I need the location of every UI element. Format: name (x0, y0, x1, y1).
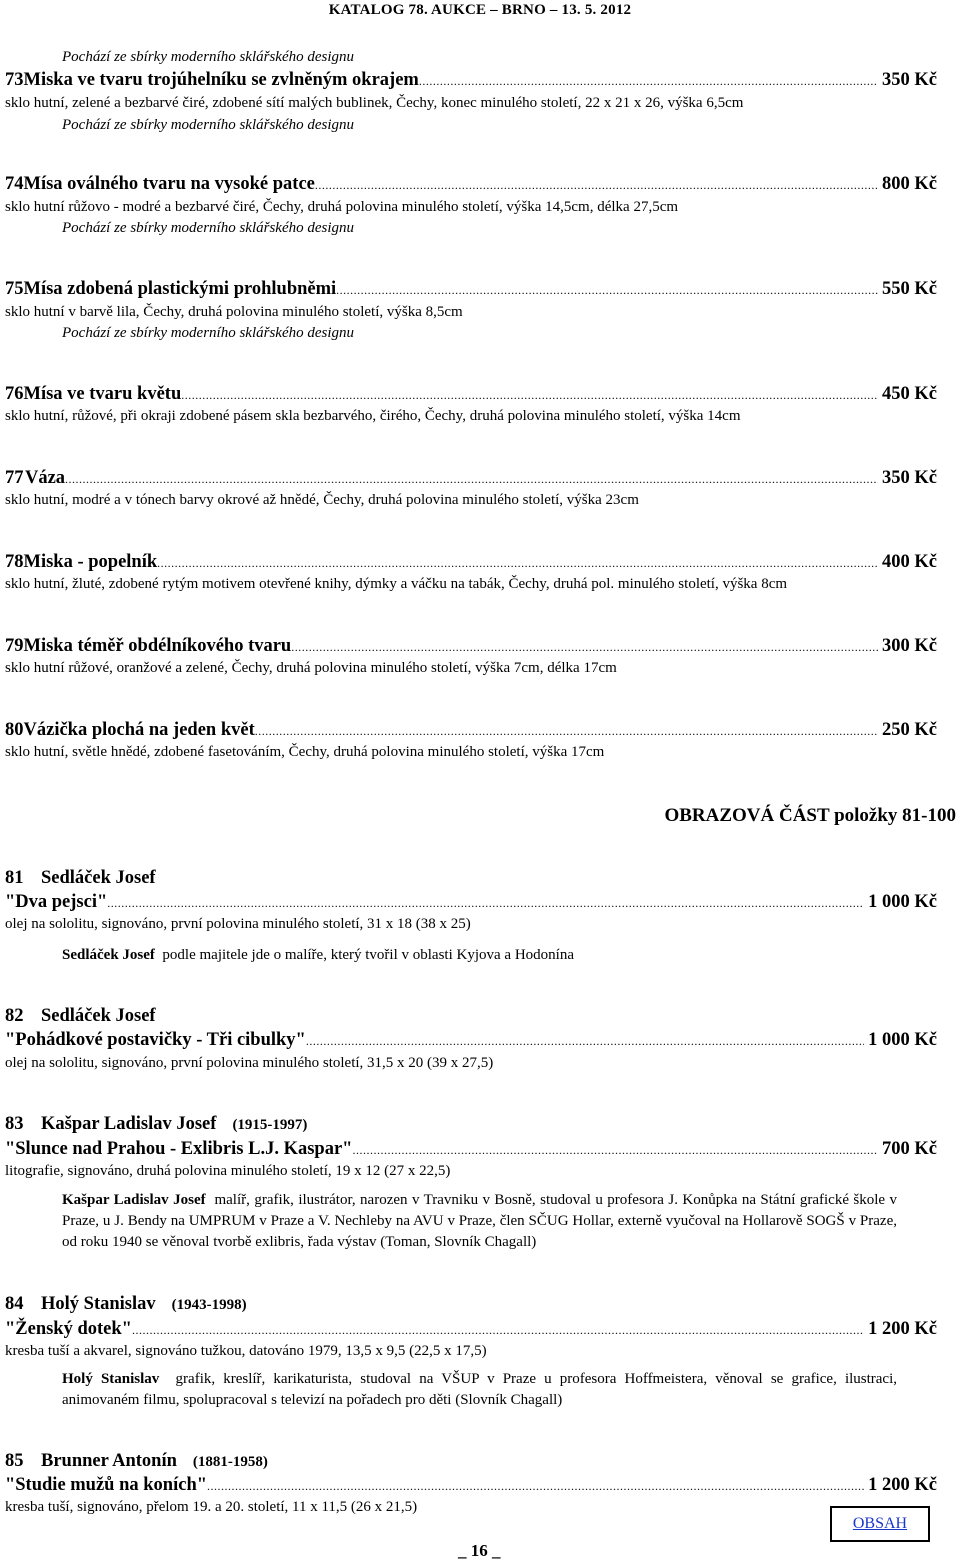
lot-79-heading (5, 636, 937, 657)
provenance-note: Pochází ze sbírky moderního sklářského designu (62, 49, 355, 65)
catalog-header: KATALOG 78. AUKCE – BRNO – 13. 5. 2012 (328, 2, 632, 18)
lot-81-author-line (5, 868, 937, 889)
lot-number: 81 (5, 868, 24, 888)
artist-years: (1881-1958) (192, 1454, 268, 1470)
lot-78-heading (5, 552, 937, 573)
provenance-note: Pochází ze sbírky moderního sklářského designu (62, 325, 355, 341)
lot-76-description: sklo hutní, růžové, při okraji zdobené pásem skla bezbarvého, čirého, Čechy, druhá polovina minulého století, výška 14cm (5, 408, 741, 424)
lot-84-heading (5, 1319, 937, 1340)
lot-77-description: sklo hutní, modré a v tónech barvy okrové až hnědé, Čechy, druhá polovina minulého století, výška 23cm (5, 492, 639, 508)
lot-77-heading (5, 468, 937, 489)
lot-85-heading (5, 1475, 937, 1496)
lot-price: 400 Kč (882, 552, 937, 572)
lot-price: 800 Kč (882, 174, 937, 194)
lot-author: Sedláček Josef (41, 868, 156, 888)
lot-82-heading (5, 1030, 937, 1051)
lot-number: 76 (5, 384, 24, 404)
leader-dots (306, 1034, 864, 1049)
lot-number: 78 (5, 552, 24, 572)
bio-text: grafik, kreslíř, karikaturista, studoval na VŠUP v Praze u profesora Hoffmeistera, věnoval se grafice, ilustraci, animovaném filmu, spolupracoval s televizí na pořadech pro děti (Slovník Chagall) (62, 1371, 898, 1408)
lot-title: "Slunce nad Prahou - Exlibris L.J. Kaspar" (5, 1139, 353, 1159)
lot-81-heading (5, 892, 937, 913)
bio-text: podle majitele jde o malíře, který tvořil v oblasti Kyjova a Hodonína (162, 947, 574, 963)
obsah-link[interactable]: OBSAH (830, 1506, 930, 1542)
bio-artist-name: Kašpar Ladislav Josef (62, 1192, 206, 1208)
leader-dots (419, 74, 878, 89)
page-number: _ 16 _ (458, 1541, 501, 1560)
lot-title: Miska ve tvaru trojúhelníku se zvlněným okrajem (23, 70, 419, 90)
lot-title: "Pohádkové postavičky - Tři cibulky" (5, 1030, 306, 1050)
lot-84-description: kresba tuší a akvarel, signováno tužkou, datováno 1979, 13,5 x 9,5 (22,5 x 17,5) (5, 1343, 487, 1359)
lot-number: 75 (5, 279, 24, 299)
lot-price: 1 000 Kč (868, 1030, 937, 1050)
lot-price: 350 Kč (882, 70, 937, 90)
lot-number: 79 (5, 636, 24, 656)
section-title: OBRAZOVÁ ČÁST položky 81-100 (664, 805, 956, 826)
bio-text: malíř, grafik, ilustrátor, narozen v Travniku v Bosně, studoval u profesora J. Konůpka na Státní grafické škole v Praze, u J. Bendy na UMPRUM v Praze a V. Nechleby na AVU v Praze, člen SČUG Hollar, externě vyučoval na Hollarově SOGŠ v Praze, od roku 1940 se věnoval tvorbě exlibris, řada výstav (Toman, Slovník Chagall) (62, 1192, 897, 1250)
lot-75-heading (5, 279, 937, 300)
lot-74-description: sklo hutní růžovo - modré a bezbarvé čiré, Čechy, druhá polovina minulého století, výška 14,5cm, délka 27,5cm (5, 199, 679, 215)
lot-price: 350 Kč (882, 468, 937, 488)
lot-number: 85 (5, 1451, 24, 1471)
lot-author: Kašpar Ladislav Josef (41, 1114, 217, 1134)
lot-author: Sedláček Josef (41, 1006, 156, 1026)
lot-84-artist-bio (62, 1369, 897, 1411)
lot-title: Mísa oválného tvaru na vysoké patce (23, 174, 315, 194)
lot-price: 700 Kč (882, 1139, 937, 1159)
leader-dots (107, 896, 864, 911)
leader-dots (157, 556, 878, 571)
bio-artist-name: Holý Stanislav (62, 1371, 160, 1387)
provenance-note: Pochází ze sbírky moderního sklářského designu (62, 220, 355, 236)
leader-dots (132, 1323, 864, 1338)
leader-dots (352, 1143, 878, 1158)
leader-dots (207, 1479, 864, 1494)
lot-73-heading (5, 70, 937, 91)
lot-78-description: sklo hutní, žluté, zdobené rytým motivem otevřené knihy, dýmky a váčku na tabák, Čechy, druhá pol. minulého století, výška 8cm (5, 576, 788, 592)
lot-title: "Dva pejsci" (5, 892, 108, 912)
lot-title: Miska - popelník (23, 552, 158, 572)
lot-title: Mísa zdobená plastickými prohlubněmi (23, 279, 337, 299)
lot-number: 74 (5, 174, 24, 194)
lot-85-author-line (5, 1451, 937, 1472)
lot-title: "Ženský dotek" (5, 1319, 132, 1339)
lot-title: Miska téměř obdélníkového tvaru (23, 636, 292, 656)
lot-83-author-line (5, 1114, 937, 1135)
lot-price: 1 000 Kč (868, 892, 937, 912)
lot-price: 250 Kč (882, 720, 937, 740)
lot-title: Vázička plochá na jeden květ (23, 720, 255, 740)
lot-73-description: sklo hutní, zelené a bezbarvé čiré, zdobené sítí malých bublinek, Čechy, konec minulého století, 22 x 21 x 26, výška 6,5cm (5, 95, 744, 111)
leader-dots (181, 388, 878, 403)
leader-dots (255, 724, 878, 739)
lot-83-heading (5, 1139, 937, 1160)
artist-years: (1943-1998) (171, 1297, 247, 1313)
lot-price: 1 200 Kč (868, 1319, 937, 1339)
lot-number: 77 (5, 468, 24, 488)
lot-title: Mísa ve tvaru květu (23, 384, 182, 404)
lot-79-description: sklo hutní růžové, oranžové a zelené, Čechy, druhá polovina minulého století, výška 7cm, délka 17cm (5, 660, 617, 676)
lot-80-description: sklo hutní, světle hnědé, zdobené fasetováním, Čechy, druhá polovina minulého století, výška 17cm (5, 744, 605, 760)
lot-83-artist-bio (62, 1190, 897, 1253)
lot-80-heading (5, 720, 937, 741)
lot-number: 73 (5, 70, 24, 90)
provenance-note: Pochází ze sbírky moderního sklářského designu (62, 117, 355, 133)
leader-dots (65, 472, 878, 487)
lot-price: 550 Kč (882, 279, 937, 299)
lot-75-description: sklo hutní v barvě lila, Čechy, druhá polovina minulého století, výška 8,5cm (5, 304, 463, 320)
leader-dots (315, 178, 878, 193)
lot-number: 80 (5, 720, 24, 740)
lot-number: 83 (5, 1114, 24, 1134)
leader-dots (336, 283, 878, 298)
artist-years: (1915-1997) (232, 1117, 308, 1133)
lot-author: Holý Stanislav (41, 1294, 156, 1314)
lot-82-author-line (5, 1006, 937, 1027)
leader-dots (291, 640, 878, 655)
lot-number: 82 (5, 1006, 24, 1026)
lot-81-artist-bio (62, 945, 897, 966)
lot-number: 84 (5, 1294, 24, 1314)
lot-81-description: olej na sololitu, signováno, první polovina minulého století, 31 x 18 (38 x 25) (5, 916, 471, 932)
lot-author: Brunner Antonín (41, 1451, 177, 1471)
lot-price: 450 Kč (882, 384, 937, 404)
lot-84-author-line (5, 1294, 937, 1315)
lot-76-heading (5, 384, 937, 405)
lot-83-description: litografie, signováno, druhá polovina minulého století, 19 x 12 (27 x 22,5) (5, 1163, 451, 1179)
lot-85-description: kresba tuší, signováno, přelom 19. a 20. století, 11 x 11,5 (26 x 21,5) (5, 1499, 418, 1515)
bio-artist-name: Sedláček Josef (62, 947, 155, 963)
lot-price: 300 Kč (882, 636, 937, 656)
lot-74-heading (5, 174, 937, 195)
lot-82-description: olej na sololitu, signováno, první polovina minulého století, 31,5 x 20 (39 x 27,5) (5, 1055, 494, 1071)
lot-price: 1 200 Kč (868, 1475, 937, 1495)
lot-title: "Studie mužů na koních" (5, 1475, 208, 1495)
lot-title: Váza (24, 468, 66, 488)
